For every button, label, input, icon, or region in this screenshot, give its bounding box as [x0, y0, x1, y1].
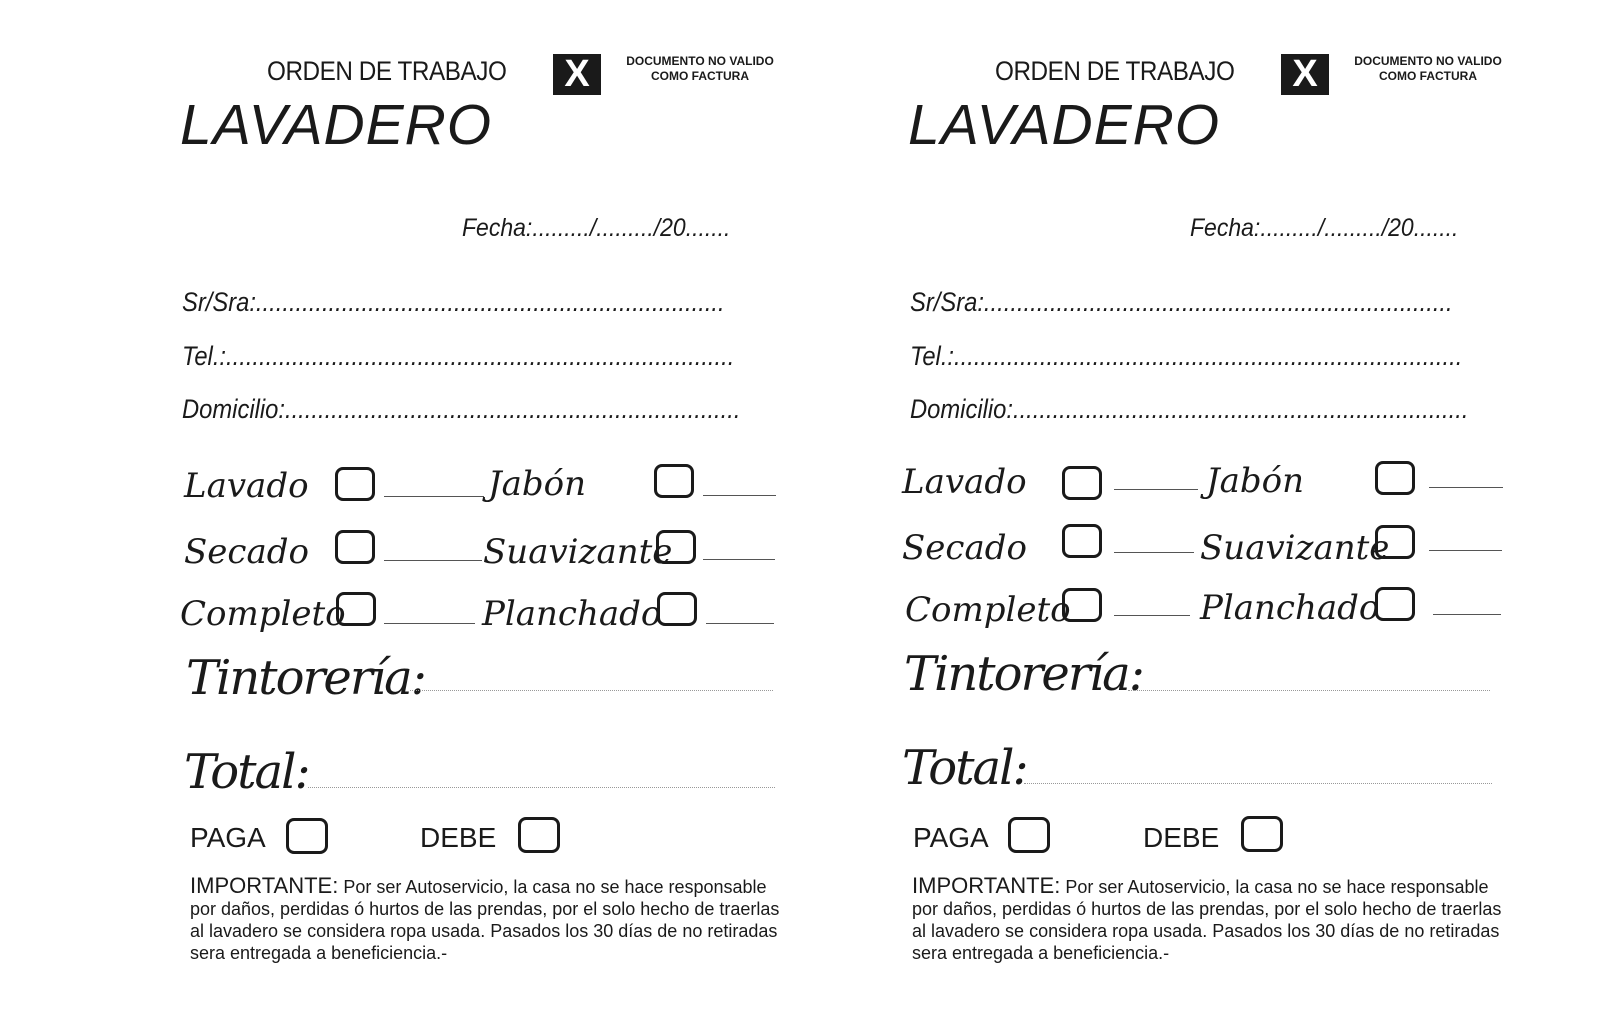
checkbox-suavizante[interactable] — [1375, 525, 1415, 559]
checkbox-completo[interactable] — [336, 592, 376, 626]
service-label-suavizante: Suavizante — [1200, 528, 1390, 568]
tintoreria-label: Tintorería: — [186, 650, 425, 706]
tintoreria-line[interactable] — [410, 690, 773, 691]
line-lavado[interactable] — [1114, 489, 1198, 490]
checkbox-paga[interactable] — [286, 818, 328, 854]
important-text: Por ser Autoservicio, la casa no se hace responsable por daños, perdidas ó hurtos de las prendas, por el solo hecho de traerlas al lavadero se considera ropa usada. Pasados los 30 días de no retiradas sera entregada a beneficiencia.- — [190, 877, 780, 963]
document-type-mark: X — [553, 54, 601, 95]
total-label: Total: — [184, 744, 309, 800]
address-field[interactable]: Domicilio:..................................................................... — [182, 394, 741, 424]
service-label-completo: Completo — [905, 590, 1071, 630]
debe-label: DEBE — [1143, 822, 1220, 853]
date-field[interactable]: Fecha:........./........./20....... — [462, 214, 731, 242]
disclaimer-line-1: DOCUMENTO NO VALIDO — [626, 54, 774, 68]
checkbox-secado[interactable] — [1062, 524, 1102, 558]
checkbox-lavado[interactable] — [335, 467, 375, 501]
checkbox-paga[interactable] — [1008, 817, 1050, 853]
service-label-jabon: Jabón — [1206, 461, 1305, 501]
service-label-lavado: Lavado — [902, 462, 1027, 502]
phone-field[interactable]: Tel.:............................................................................. — [182, 341, 735, 371]
service-label-lavado: Lavado — [184, 466, 309, 506]
line-suavizante[interactable] — [1429, 550, 1502, 551]
line-lavado[interactable] — [384, 496, 484, 497]
line-completo[interactable] — [1114, 615, 1190, 616]
paga-label: PAGA — [190, 822, 266, 853]
service-label-secado: Secado — [902, 528, 1027, 568]
checkbox-lavado[interactable] — [1062, 466, 1102, 500]
brand-name: LAVADERO — [180, 93, 493, 157]
checkbox-planchado[interactable] — [1375, 587, 1415, 621]
service-label-completo: Completo — [180, 594, 346, 634]
service-label-secado: Secado — [184, 532, 309, 572]
line-secado[interactable] — [1114, 552, 1194, 553]
service-label-suavizante: Suavizante — [483, 532, 673, 572]
tintoreria-label: Tintorería: — [904, 646, 1143, 702]
service-label-planchado: Planchado — [1200, 588, 1380, 628]
address-field[interactable]: Domicilio:..................................................................... — [910, 394, 1469, 424]
total-line[interactable] — [308, 787, 775, 788]
line-completo[interactable] — [384, 623, 475, 624]
important-notice — [912, 875, 1512, 964]
disclaimer-line-2: COMO FACTURA — [1379, 69, 1477, 83]
important-text: Por ser Autoservicio, la casa no se hace responsable por daños, perdidas ó hurtos de las prendas, por el solo hecho de traerlas al lavadero se considera ropa usada. Pasados los 30 días de no retiradas sera entregada a beneficiencia.- — [912, 877, 1502, 963]
line-jabon[interactable] — [1429, 487, 1503, 488]
tintoreria-line[interactable] — [1128, 690, 1490, 691]
disclaimer-line-1: DOCUMENTO NO VALIDO — [1354, 54, 1502, 68]
important-notice — [190, 875, 790, 964]
checkbox-secado[interactable] — [335, 530, 375, 564]
service-label-planchado: Planchado — [482, 594, 662, 634]
checkbox-jabon[interactable] — [1375, 461, 1415, 495]
customer-name-field[interactable]: Sr/Sra:....................................................................... — [182, 287, 725, 317]
brand-name: LAVADERO — [908, 93, 1221, 157]
date-field[interactable]: Fecha:........./........./20....... — [1190, 214, 1459, 242]
checkbox-jabon[interactable] — [654, 464, 694, 498]
form-title: ORDEN DE TRABAJO — [267, 56, 507, 86]
form-title: ORDEN DE TRABAJO — [995, 56, 1235, 86]
document-type-mark: X — [1281, 54, 1329, 95]
important-lead: IMPORTANTE: — [912, 873, 1061, 898]
service-label-jabon: Jabón — [488, 464, 587, 504]
invoice-disclaimer — [1334, 54, 1522, 84]
disclaimer-line-2: COMO FACTURA — [651, 69, 749, 83]
paga-label: PAGA — [913, 822, 989, 853]
checkbox-debe[interactable] — [1241, 816, 1283, 852]
total-line[interactable] — [1024, 783, 1492, 784]
checkbox-completo[interactable] — [1062, 588, 1102, 622]
debe-label: DEBE — [420, 822, 497, 853]
line-planchado[interactable] — [1433, 614, 1501, 615]
checkbox-debe[interactable] — [518, 817, 560, 853]
work-order-form-right — [728, 0, 1528, 1036]
checkbox-planchado[interactable] — [657, 592, 697, 626]
line-secado[interactable] — [384, 560, 482, 561]
checkbox-suavizante[interactable] — [656, 530, 696, 564]
phone-field[interactable]: Tel.:............................................................................. — [910, 341, 1463, 371]
important-lead: IMPORTANTE: — [190, 873, 339, 898]
customer-name-field[interactable]: Sr/Sra:....................................................................... — [910, 287, 1453, 317]
total-label: Total: — [902, 740, 1027, 796]
